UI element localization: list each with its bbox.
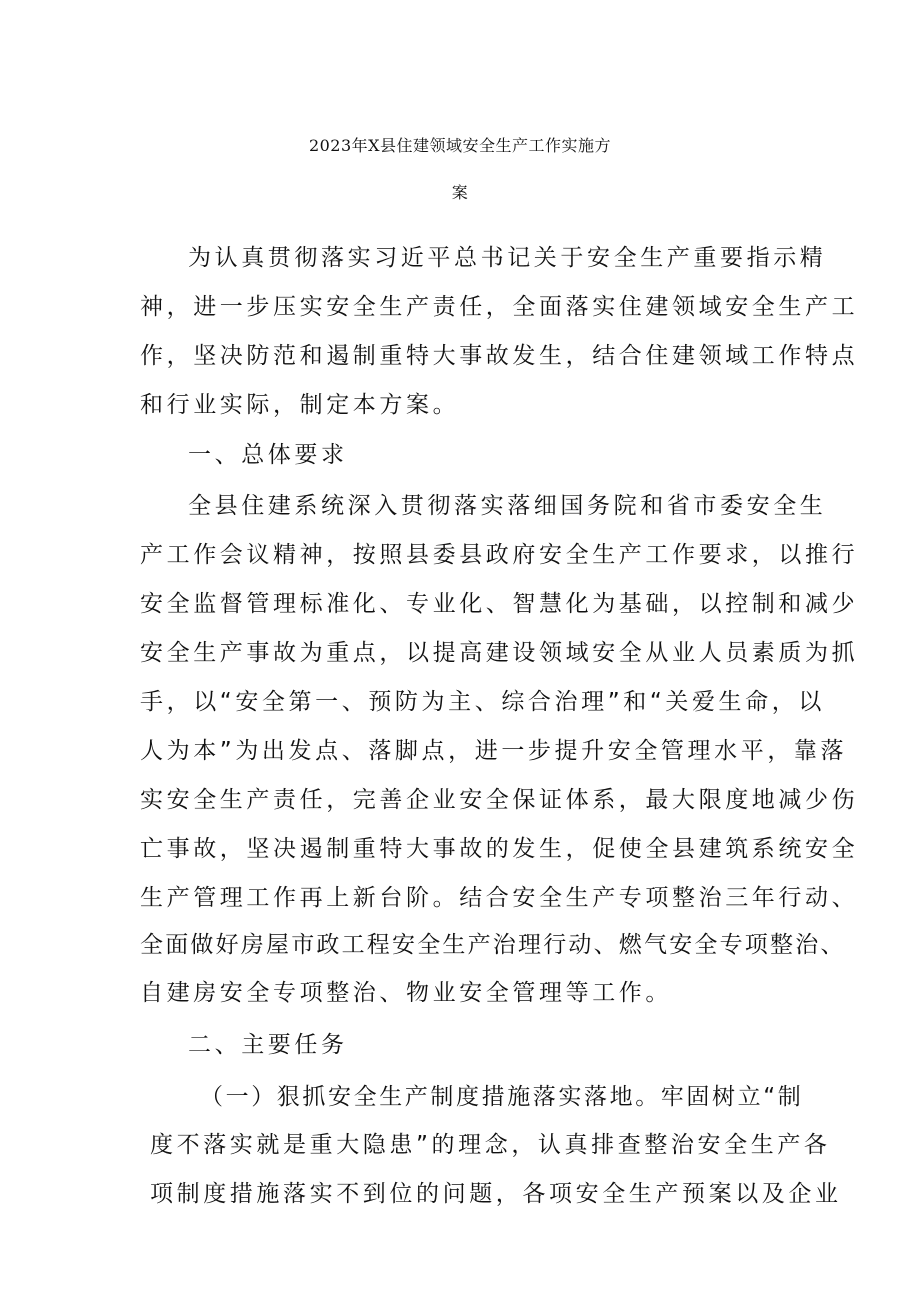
section1-line-11: 自建房安全专项整治、物业安全管理等工作。 [140,980,672,1006]
section1-line-2: 产工作会议精神，按照县委县政府安全生产工作要求，以推行 [140,542,859,568]
document-title-line-2: 案 [451,183,469,202]
section1-line-4: 安全生产事故为重点，以提高建设领域安全从业人员素质为抓 [140,640,859,666]
document-title-line-1: 2023年X县住建领域安全生产工作实施方 [308,136,612,155]
section2-line-2: 度不落实就是重大隐患”的理念，认真排查整治安全生产各 [150,1132,831,1158]
intro-line-2: 神，进一步压实安全生产责任，全面落实住建领域安全生产工 [140,294,859,320]
section1-line-1: 全县住建系统深入贯彻落实落细国务院和省市委安全生 [188,493,827,519]
intro-line-1: 为认真贯彻落实习近平总书记关于安全生产重要指示精 [188,245,827,271]
section1-line-5: 手，以“安全第一、预防为主、综合治理”和“关爱生命，以 [140,689,825,715]
section1-line-7: 实安全生产责任，完善企业安全保证体系，最大限度地减少伤 [140,787,859,813]
section1-line-9: 生产管理工作再上新台阶。结合安全生产专项整治三年行动、 [140,885,859,911]
section1-line-8: 亡事故，坚决遏制重特大事故的发生，促使全县建筑系统安全 [140,836,859,862]
section1-line-6: 人为本”为出发点、落脚点，进一步提升安全管理水平，靠落 [140,738,848,764]
intro-line-4: 和行业实际，制定本方案。 [140,392,460,418]
section2-heading: 二、主要任务 [188,1032,348,1058]
section2-line-3: 项制度措施落实不到位的问题，各项安全生产预案以及企业 [150,1181,842,1207]
section1-line-3: 安全监督管理标准化、专业化、智慧化为基础，以控制和减少 [140,591,859,617]
section1-line-10: 全面做好房屋市政工程安全生产治理行动、燃气安全专项整治、 [140,932,846,958]
intro-line-3: 作，坚决防范和遏制重特大事故发生，结合住建领域工作特点 [140,343,859,369]
section2-line-1: （一）狠抓安全生产制度措施落实落地。牢固树立“制 [200,1084,804,1110]
section1-heading: 一、总体要求 [188,442,348,468]
